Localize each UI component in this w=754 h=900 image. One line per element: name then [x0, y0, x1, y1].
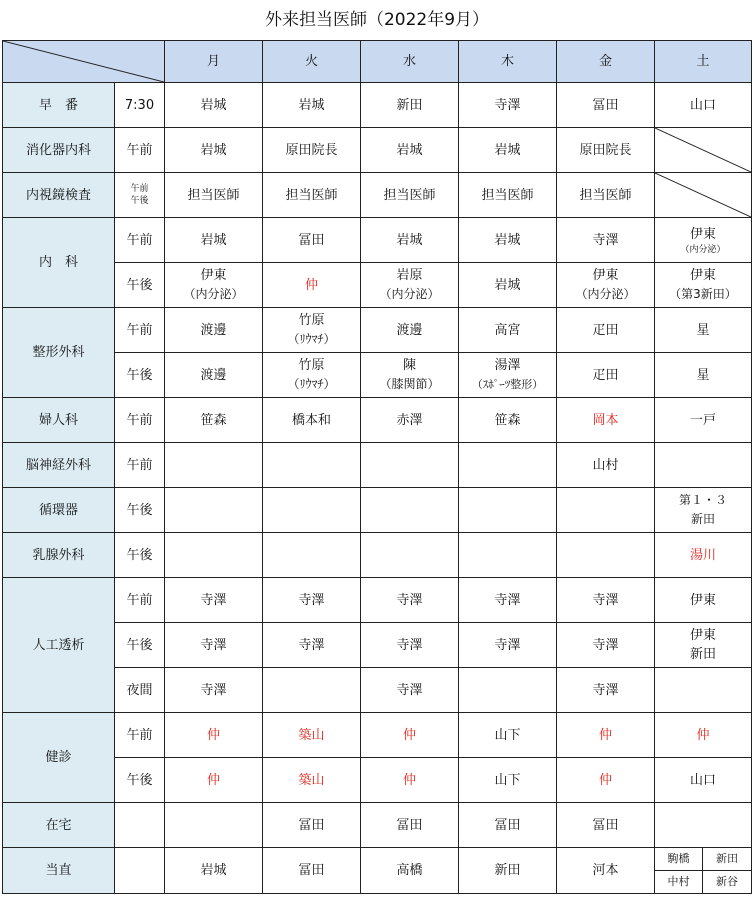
- schedule-table: [2, 40, 752, 894]
- empty-cell: [459, 443, 557, 488]
- schedule-cell: 渡邊: [165, 308, 263, 353]
- schedule-cell: 冨田: [361, 803, 459, 848]
- schedule-cell: 山下: [459, 758, 557, 803]
- schedule-cell: 伊東: [655, 578, 752, 623]
- schedule-cell: 山口: [655, 758, 752, 803]
- time-cell: [115, 848, 165, 894]
- schedule-cell: 星: [655, 308, 752, 353]
- empty-cell: [165, 803, 263, 848]
- schedule-cell: 岩城: [361, 128, 459, 173]
- doctor-name: 新田: [689, 647, 716, 662]
- schedule-cell: 寺澤: [361, 578, 459, 623]
- schedule-cell: 寺澤: [165, 578, 263, 623]
- time-cell: 午後: [115, 758, 165, 803]
- schedule-cell: 寺澤: [165, 623, 263, 668]
- schedule-cell-split: [655, 848, 752, 894]
- day-header-fri: 金: [557, 41, 655, 83]
- empty-cell: [361, 533, 459, 578]
- schedule-cell: 担当医師: [361, 173, 459, 218]
- dept-seikei: 整形外科: [3, 308, 115, 398]
- empty-cell: [459, 668, 557, 713]
- time-cell: 午前: [115, 128, 165, 173]
- schedule-cell: 寺澤: [557, 578, 655, 623]
- schedule-cell: 新田: [361, 83, 459, 128]
- page-title: 外来担当医師（2022年9月）: [264, 10, 490, 30]
- empty-cell: [165, 533, 263, 578]
- schedule-cell: 岡本: [557, 398, 655, 443]
- doctor-week: 第１・３: [678, 493, 727, 507]
- doctor-name: 駒橋: [655, 848, 703, 871]
- schedule-cell: 渡邊: [361, 308, 459, 353]
- empty-cell: [165, 443, 263, 488]
- corner-header-cell: [3, 41, 165, 83]
- schedule-cell: 冨田: [557, 803, 655, 848]
- schedule-cell: 仲: [165, 758, 263, 803]
- schedule-cell: 岩城: [459, 128, 557, 173]
- schedule-cell: 担当医師: [165, 173, 263, 218]
- schedule-cell: [263, 308, 361, 353]
- time-cell: 午後: [115, 623, 165, 668]
- schedule-cell: [655, 488, 752, 533]
- empty-cell: [263, 533, 361, 578]
- empty-cell: [263, 488, 361, 533]
- doctor-name: 陳: [402, 358, 416, 373]
- dept-toutyoku: 当直: [3, 848, 115, 894]
- dept-jinko: 人工透析: [3, 578, 115, 713]
- schedule-cell: 渡邊: [165, 353, 263, 398]
- schedule-cell: 担当医師: [263, 173, 361, 218]
- empty-cell: [655, 803, 752, 848]
- schedule-cell: 疋田: [557, 353, 655, 398]
- time-cell: [115, 803, 165, 848]
- empty-cell: [655, 443, 752, 488]
- day-header-thu: 木: [459, 41, 557, 83]
- empty-cell: [361, 488, 459, 533]
- schedule-cell: 疋田: [557, 308, 655, 353]
- doctor-specialty: （ﾘｳﾏﾁ）: [287, 377, 336, 391]
- schedule-cell: [459, 353, 557, 398]
- doctor-name: 岩原: [396, 268, 423, 283]
- dept-noushinkei: 脳神経外科: [3, 443, 115, 488]
- empty-cell: [263, 668, 361, 713]
- diagonal-line: [655, 128, 751, 172]
- empty-cell: [655, 668, 752, 713]
- schedule-cell: [361, 353, 459, 398]
- schedule-cell: 橋本和: [263, 398, 361, 443]
- schedule-cell: 担当医師: [557, 173, 655, 218]
- schedule-cell: 笹森: [165, 398, 263, 443]
- schedule-cell: 原田院長: [557, 128, 655, 173]
- schedule-cell: 寺澤: [263, 623, 361, 668]
- schedule-cell: 山村: [557, 443, 655, 488]
- time-cell: 7:30: [115, 83, 165, 128]
- schedule-cell: 冨田: [263, 848, 361, 894]
- doctor-name: 竹原: [298, 358, 325, 373]
- doctor-name: 竹原: [298, 313, 325, 328]
- schedule-cell: 仲: [557, 758, 655, 803]
- dept-zaitaku: 在宅: [3, 803, 115, 848]
- dept-kenshin: 健診: [3, 713, 115, 803]
- schedule-cell: 寺澤: [459, 83, 557, 128]
- schedule-cell: 岩城: [459, 263, 557, 308]
- schedule-cell: 高宮: [459, 308, 557, 353]
- schedule-cell: 仲: [655, 713, 752, 758]
- schedule-cell: 冨田: [263, 218, 361, 263]
- doctor-specialty: （ｽﾎﾟｰﾂ整形）: [471, 378, 544, 391]
- doctor-name: 湯澤: [494, 358, 521, 373]
- schedule-cell: 冨田: [557, 83, 655, 128]
- time-cell: 午前: [115, 713, 165, 758]
- schedule-cell: 仲: [361, 758, 459, 803]
- time-cell-ampm: [115, 173, 165, 218]
- time-pm-small: 午後: [130, 196, 149, 206]
- schedule-cell: 寺澤: [459, 578, 557, 623]
- time-cell: 午後: [115, 263, 165, 308]
- schedule-cell: 寺澤: [361, 623, 459, 668]
- schedule-cell: 寺澤: [557, 668, 655, 713]
- dept-fujin: 婦人科: [3, 398, 115, 443]
- time-cell: 午前: [115, 218, 165, 263]
- schedule-cell: [655, 218, 752, 263]
- schedule-cell: 岩城: [165, 128, 263, 173]
- dept-nyusen: 乳腺外科: [3, 533, 115, 578]
- schedule-cell: 原田院長: [263, 128, 361, 173]
- day-header-tue: 火: [263, 41, 361, 83]
- schedule-cell: 新田: [459, 848, 557, 894]
- schedule-cell: 一戸: [655, 398, 752, 443]
- doctor-specialty: （第3新田）: [669, 287, 737, 301]
- time-cell: 午前: [115, 578, 165, 623]
- doctor-name: 伊東: [689, 628, 716, 643]
- schedule-cell: [655, 263, 752, 308]
- doctor-specialty: （ﾘｳﾏﾁ）: [287, 332, 336, 346]
- doctor-specialty: （内分泌）: [680, 244, 726, 255]
- schedule-cell: 寺澤: [165, 668, 263, 713]
- schedule-cell: [557, 263, 655, 308]
- dept-naishikyo: 内視鏡検査: [3, 173, 115, 218]
- dept-junkanki: 循環器: [3, 488, 115, 533]
- doctor-specialty: （膝関節）: [379, 377, 440, 391]
- schedule-cell: 赤澤: [361, 398, 459, 443]
- empty-cell: [361, 443, 459, 488]
- schedule-cell: [165, 263, 263, 308]
- schedule-cell: 寺澤: [557, 623, 655, 668]
- dept-haya: 早 番: [3, 83, 115, 128]
- day-header-wed: 水: [361, 41, 459, 83]
- schedule-cell: 岩城: [361, 218, 459, 263]
- schedule-cell: 岩城: [165, 83, 263, 128]
- doctor-specialty: （内分泌）: [575, 287, 636, 301]
- doctor-specialty: （内分泌）: [379, 287, 440, 301]
- schedule-cell: 星: [655, 353, 752, 398]
- schedule-cell: 冨田: [263, 803, 361, 848]
- schedule-cell: 築山: [263, 713, 361, 758]
- doctor-name: 伊東: [689, 226, 716, 242]
- schedule-cell: 湯川: [655, 533, 752, 578]
- time-cell: 午後: [115, 353, 165, 398]
- diagonal-line: [3, 41, 164, 82]
- time-cell: 午前: [115, 398, 165, 443]
- schedule-cell: 岩城: [459, 218, 557, 263]
- schedule-cell: 高橋: [361, 848, 459, 894]
- schedule-cell: 岩城: [165, 218, 263, 263]
- time-am-small: 午前: [130, 184, 149, 194]
- empty-cell: [459, 488, 557, 533]
- dept-shoukaki: 消化器内科: [3, 128, 115, 173]
- doctor-name: 伊東: [592, 268, 619, 283]
- day-header-mon: 月: [165, 41, 263, 83]
- empty-cell: [459, 533, 557, 578]
- schedule-cell: 仲: [557, 713, 655, 758]
- schedule-cell: 岩城: [165, 848, 263, 894]
- doctor-name: 新谷: [716, 875, 738, 889]
- schedule-cell: 冨田: [459, 803, 557, 848]
- empty-cell: [165, 488, 263, 533]
- time-cell: 午後: [115, 488, 165, 533]
- schedule-cell: 山口: [655, 83, 752, 128]
- schedule-cell: [263, 353, 361, 398]
- schedule-cell: 寺澤: [557, 218, 655, 263]
- doctor-name: 中村: [655, 871, 703, 894]
- schedule-cell: 仲: [165, 713, 263, 758]
- diagonal-line: [655, 173, 751, 217]
- schedule-cell: 寺澤: [361, 668, 459, 713]
- empty-cell: [263, 443, 361, 488]
- doctor-name: 伊東: [200, 268, 227, 283]
- schedule-cell: [655, 623, 752, 668]
- schedule-cell: 仲: [263, 263, 361, 308]
- time-cell: 午前: [115, 443, 165, 488]
- schedule-cell: 寺澤: [263, 578, 361, 623]
- schedule-cell: 担当医師: [459, 173, 557, 218]
- schedule-cell: [361, 263, 459, 308]
- doctor-specialty: （内分泌）: [183, 287, 244, 301]
- time-cell: 夜間: [115, 668, 165, 713]
- schedule-cell: 笹森: [459, 398, 557, 443]
- dept-naika: 内 科: [3, 218, 115, 308]
- schedule-cell: 仲: [361, 713, 459, 758]
- empty-cell: [557, 488, 655, 533]
- doctor-name: 伊東: [689, 268, 716, 283]
- empty-diagonal-cell: [655, 128, 752, 173]
- schedule-cell: 山下: [459, 713, 557, 758]
- schedule-cell: 河本: [557, 848, 655, 894]
- time-cell: 午前: [115, 308, 165, 353]
- schedule-cell: 寺澤: [459, 623, 557, 668]
- schedule-cell: 岩城: [263, 83, 361, 128]
- time-cell: 午後: [115, 533, 165, 578]
- day-header-sat: 土: [655, 41, 752, 83]
- doctor-name: 新田: [690, 512, 715, 526]
- empty-diagonal-cell: [655, 173, 752, 218]
- empty-cell: [557, 533, 655, 578]
- doctor-name: 新田: [703, 848, 751, 871]
- schedule-cell: 築山: [263, 758, 361, 803]
